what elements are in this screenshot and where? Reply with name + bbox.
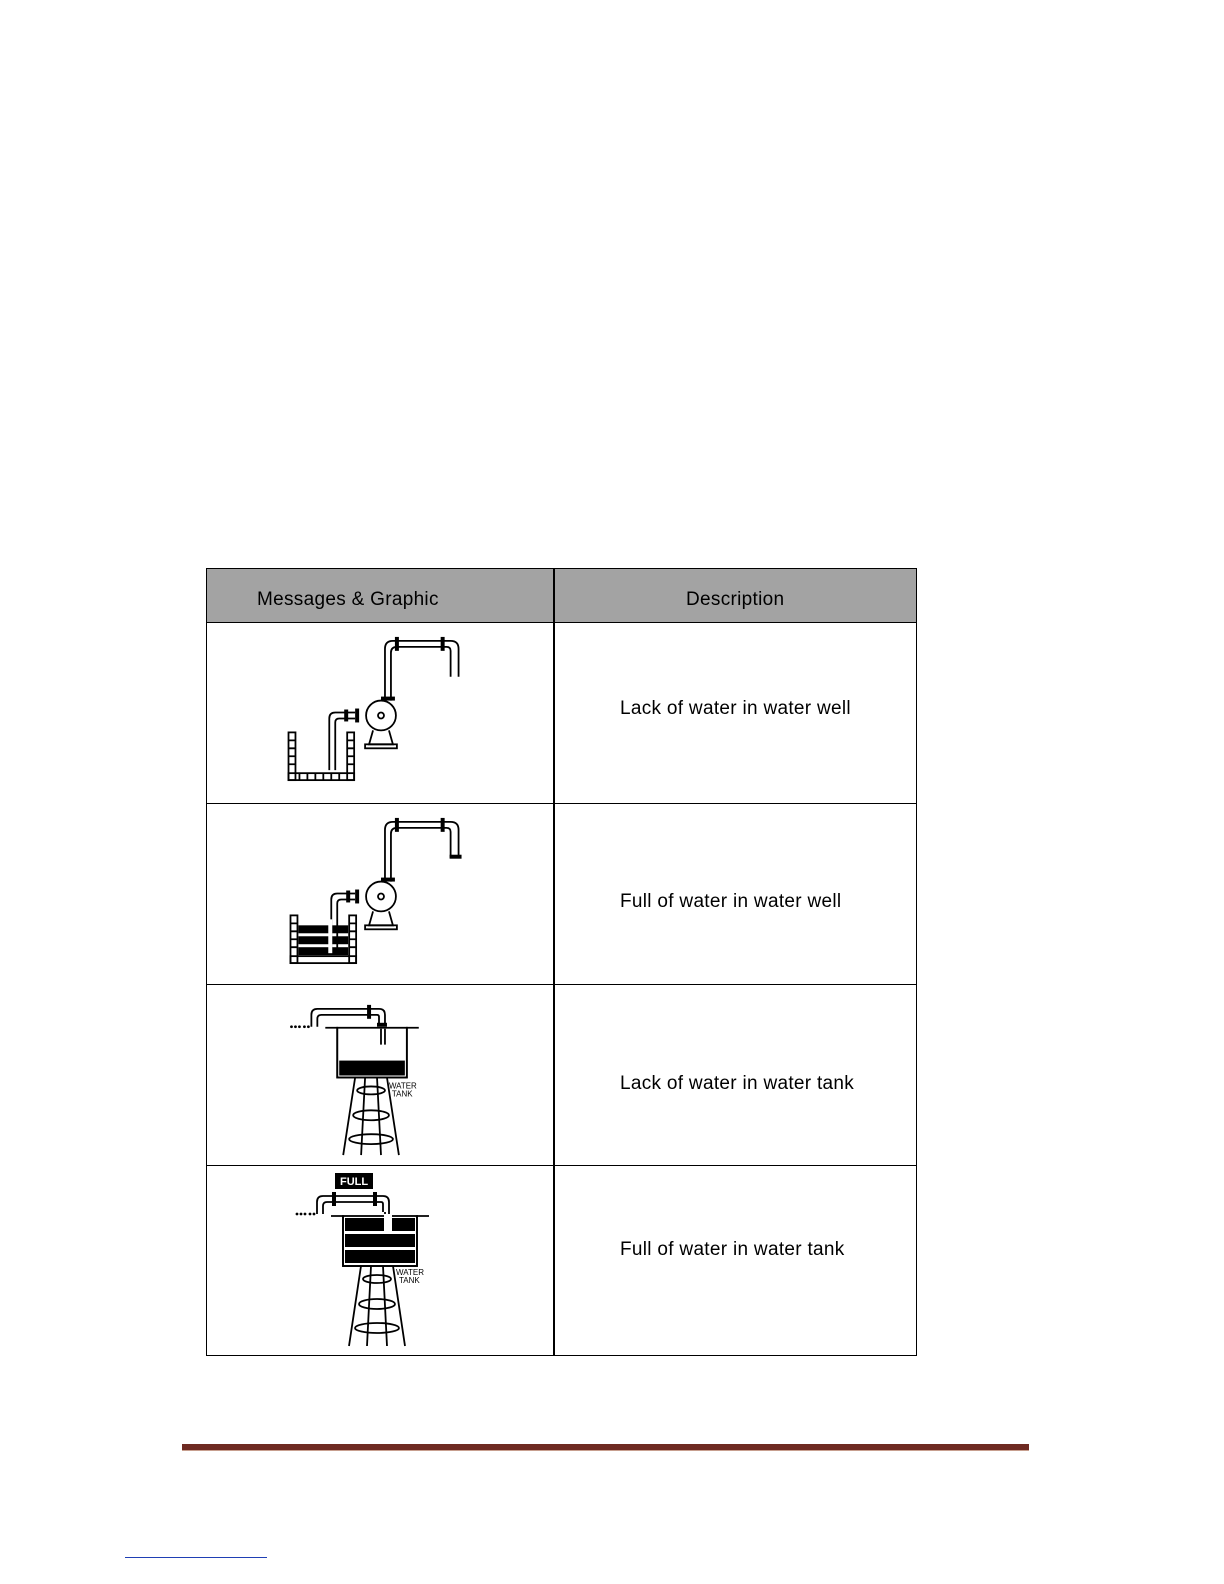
well-full-pump-icon <box>207 804 553 984</box>
row-description: Full of water in water well <box>620 891 842 912</box>
tank-label-line2: TANK <box>391 1089 413 1099</box>
tank-full-icon <box>207 1166 553 1356</box>
full-badge-label: FULL <box>340 1176 369 1188</box>
row-description: Lack of water in water well <box>620 698 851 719</box>
table-header <box>207 569 916 623</box>
table-row <box>207 985 916 1166</box>
status-message-table <box>206 568 917 1356</box>
tank-label-line1: WATER <box>388 1081 417 1091</box>
tank-label-line2: TANK <box>399 1276 420 1285</box>
row-description: Full of water in water tank <box>620 1239 845 1260</box>
table-row <box>207 804 916 985</box>
header-messages-graphic: Messages & Graphic <box>257 589 439 610</box>
tank-label-line1: WATER <box>396 1268 424 1277</box>
header-description: Description <box>686 589 785 610</box>
footer-link-underline <box>125 1557 267 1558</box>
table-row <box>207 623 916 804</box>
row-description: Lack of water in water tank <box>620 1073 855 1094</box>
well-empty-pump-icon <box>207 623 553 803</box>
footer-divider <box>182 1444 1029 1451</box>
tank-empty-icon <box>207 985 553 1165</box>
table-row <box>207 1166 916 1356</box>
